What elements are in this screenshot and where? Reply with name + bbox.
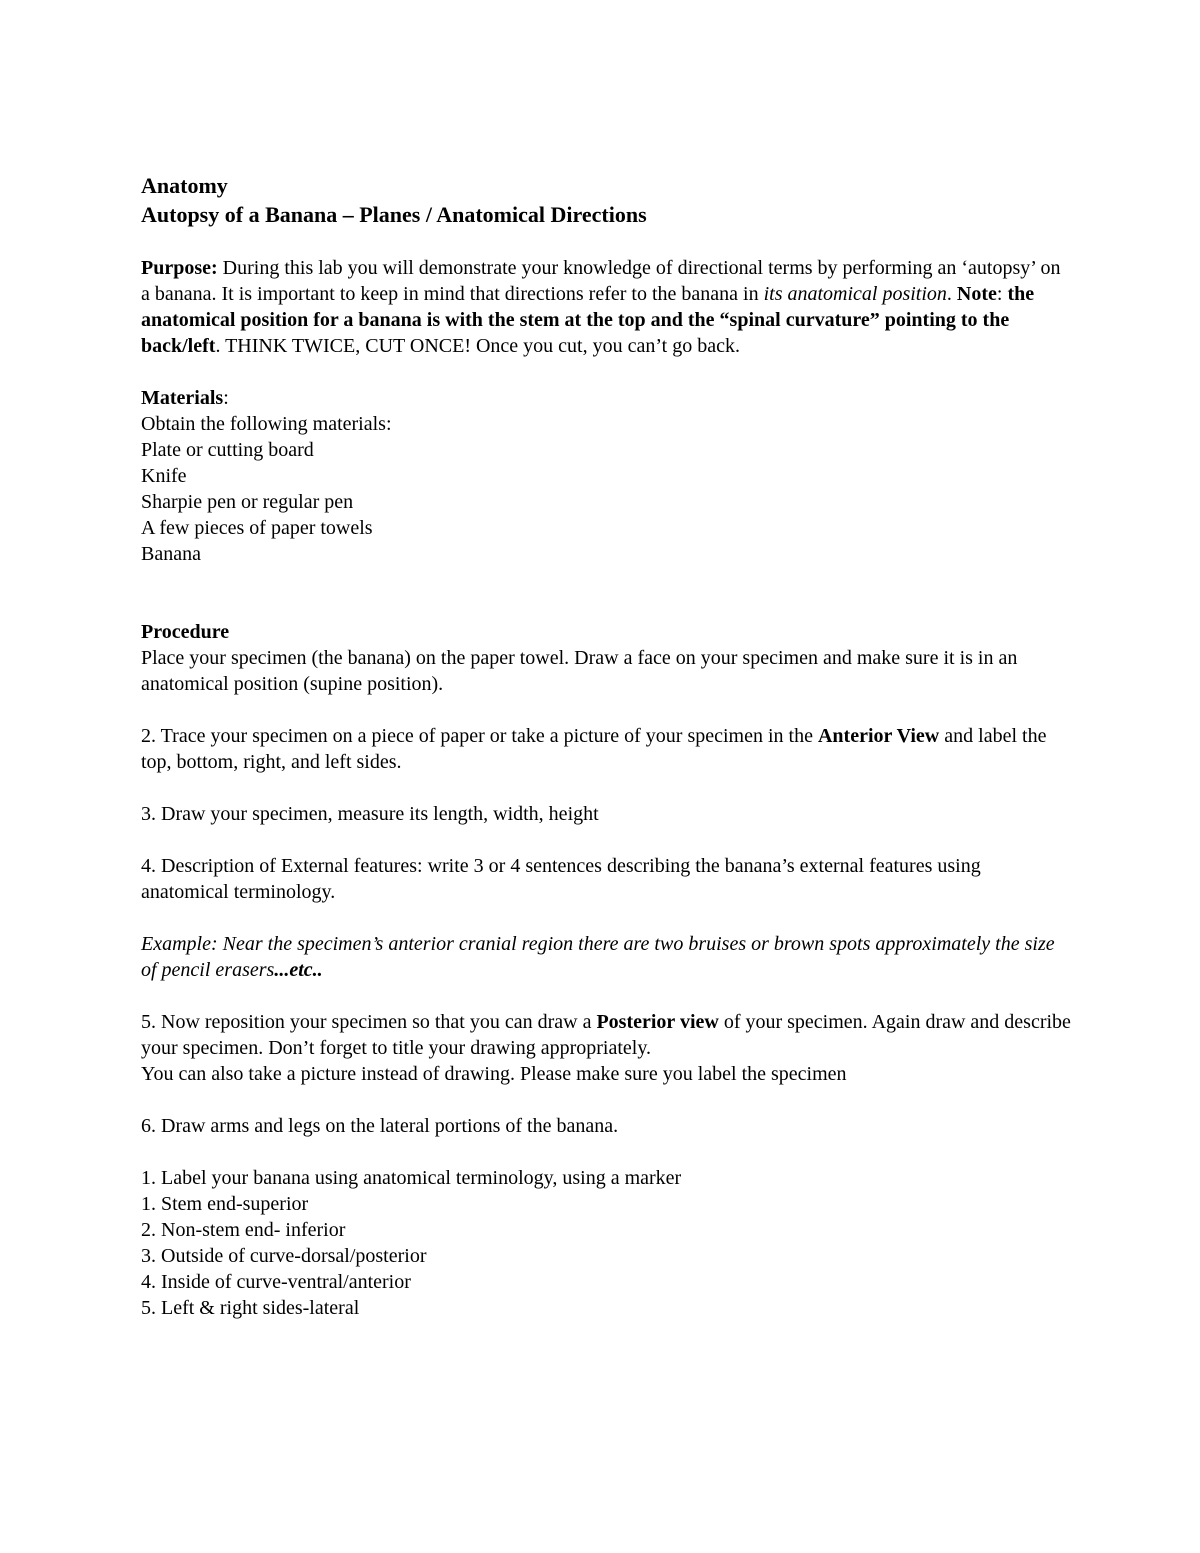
purpose-italic: its anatomical position	[763, 283, 947, 305]
materials-item: Sharpie pen or regular pen	[141, 491, 354, 513]
step-2-bold: Anterior View	[817, 725, 940, 747]
step-5-text-2: of your specimen. Again draw and describe your specimen. Don’t forget to title your drawing appropriately.	[141, 1011, 1071, 1059]
step-2-text-2: and label the top, bottom, right, and left sides.	[141, 725, 1047, 773]
materials-colon: :	[223, 387, 229, 409]
materials-item: Plate or cutting board	[141, 439, 314, 461]
procedure-step-5-note: You can also take a picture instead of drawing. Please make sure you label the specimen	[141, 1063, 847, 1085]
example-etc: ...etc..	[274, 959, 323, 981]
materials-intro: Obtain the following materials:	[141, 413, 392, 435]
materials-label: Materials	[141, 387, 224, 409]
step-5-text: 5. Now reposition your specimen so that you can draw a	[141, 1011, 597, 1033]
procedure-step-3: 3. Draw your specimen, measure its length, width, height	[141, 803, 599, 825]
procedure-label: Procedure	[141, 621, 230, 643]
note-colon: :	[996, 283, 1008, 305]
note-label: Note	[956, 283, 997, 305]
procedure-heading	[141, 619, 1071, 645]
purpose-label: Purpose:	[141, 257, 218, 279]
materials-item: A few pieces of paper towels	[141, 517, 373, 539]
procedure-step-6: 6. Draw arms and legs on the lateral portions of the banana.	[141, 1115, 619, 1137]
procedure-step-5	[141, 1009, 1071, 1061]
step-2-text: 2. Trace your specimen on a piece of paper or take a picture of your specimen in the	[141, 725, 818, 747]
label-item: 1. Stem end-superior	[141, 1193, 309, 1215]
procedure-step-4: 4. Description of External features: write 3 or 4 sentences describing the banana’s external features using anatomical terminology.	[141, 855, 981, 903]
label-item: 5. Left & right sides-lateral	[141, 1297, 360, 1319]
materials-item: Knife	[141, 465, 187, 487]
label-intro: 1. Label your banana using anatomical terminology, using a marker	[141, 1167, 682, 1189]
page-title: Autopsy of a Banana – Planes / Anatomical Directions	[141, 202, 647, 227]
step-5-bold: Posterior view	[596, 1011, 719, 1033]
purpose-paragraph	[141, 255, 1071, 359]
label-item: 4. Inside of curve-ventral/anterior	[141, 1271, 411, 1293]
materials-item: Banana	[141, 543, 201, 565]
example-paragraph	[141, 931, 1071, 983]
label-item: 3. Outside of curve-dorsal/posterior	[141, 1245, 427, 1267]
purpose-text-3: . THINK TWICE, CUT ONCE! Once you cut, you can’t go back.	[215, 335, 740, 357]
purpose-text-2: .	[946, 283, 957, 305]
course-title: Anatomy	[141, 173, 228, 198]
document-body	[141, 171, 1071, 1321]
label-item: 2. Non-stem end- inferior	[141, 1219, 346, 1241]
purpose-text: During this lab you will demonstrate your knowledge of directional terms by performing an ‘autopsy’ on a banana. It is important to keep in mind that directions refer to the banana in	[141, 257, 1061, 305]
procedure-step-1: Place your specimen (the banana) on the paper towel. Draw a face on your specimen and make sure it is in an anatomical position (supine position).	[141, 647, 1018, 695]
example-text: Example: Near the specimen’s anterior cranial region there are two bruises or brown spots approximately the size of pencil erasers	[141, 933, 1055, 981]
note-text: the anatomical position for a banana is with the stem at the top and the “spinal curvature” pointing to the back/left	[141, 283, 1035, 357]
materials-heading	[141, 385, 1071, 411]
procedure-step-2	[141, 723, 1071, 775]
